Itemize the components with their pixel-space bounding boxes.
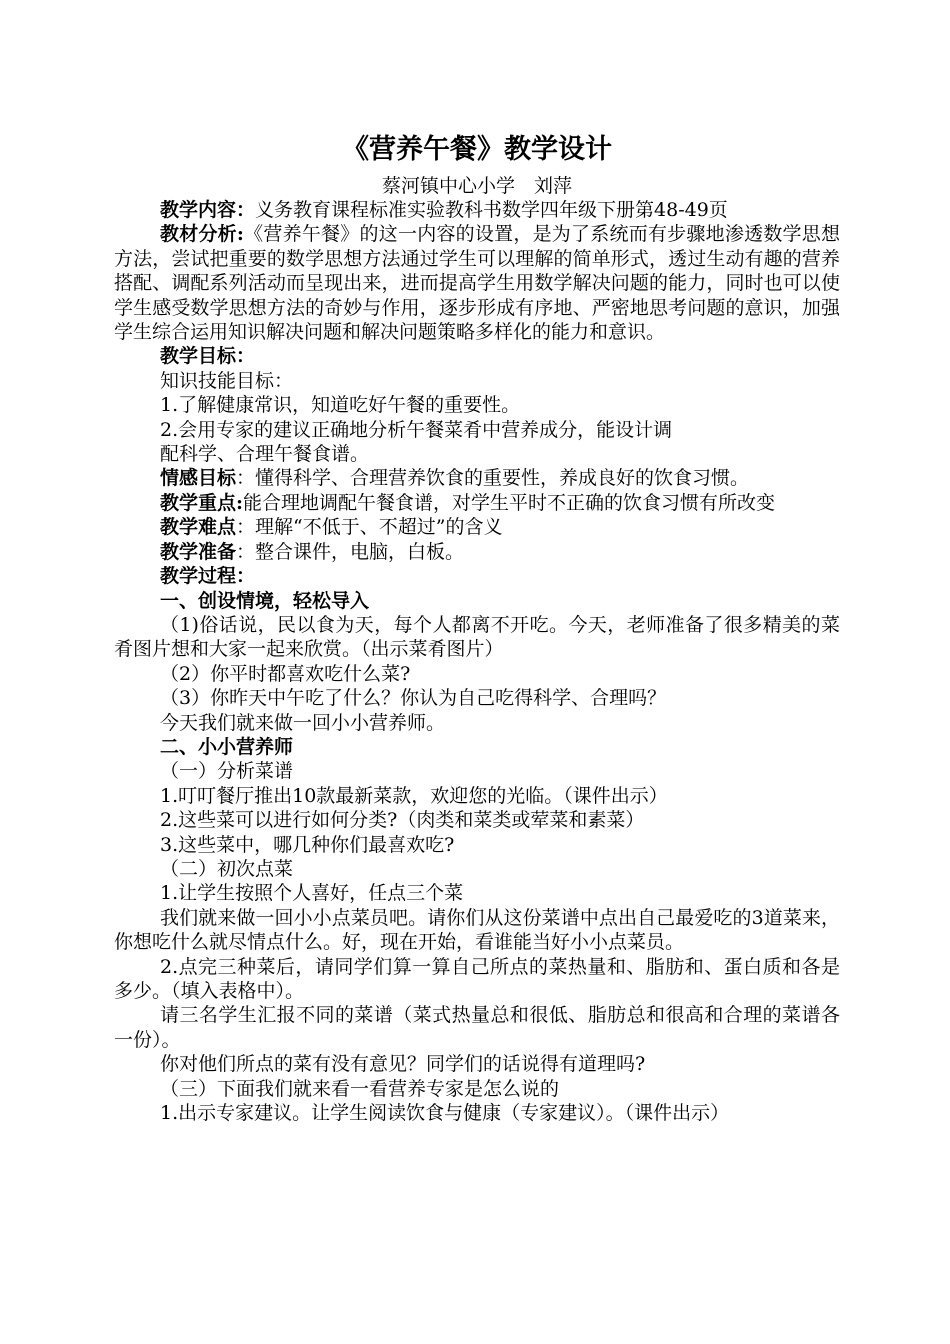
teaching-content-label: 教学内容： <box>160 199 256 221</box>
teaching-key-text: 能合理地调配午餐食谱，对学生平时不正确的饮食习惯有所改变 <box>243 491 776 514</box>
emotion-goal-text: ：懂得科学、合理营养饮食的重要性，养成良好的饮食习惯。 <box>236 467 750 490</box>
goal-item-2a: 2.会用专家的建议正确地分析午餐菜肴中营养成分，能设计调 <box>160 418 673 441</box>
teaching-difficulty <box>114 515 840 539</box>
section-2-line-4: 1.让学生按照个人喜好，任点三个菜 <box>160 882 464 905</box>
goals-label: 教学目标： <box>160 345 256 368</box>
material-analysis-label: 教材分析: <box>160 223 244 246</box>
document-title: 《营养午餐》教学设计 <box>342 134 612 165</box>
section-1-paragraph-1: （1)俗话说，民以食为天，每个人都离不开吃。今天，老师准备了很多精美的菜肴图片想和大家一起来欣赏。（出示菜肴图片） <box>114 613 840 661</box>
teaching-prep <box>114 540 840 564</box>
section-1-heading: 一、创设情境，轻松导入 <box>160 589 370 612</box>
section-2-line-6: 2.点完三种菜后，请同学们算一算自己所点的菜热量和、脂肪和、蛋白质和各是多少。（填入表格中）。 <box>114 955 840 1002</box>
section-2-line-3: 3.这些菜中，哪几种你们最喜欢吃? <box>160 833 455 856</box>
section-1-paragraph-4: 今天我们就来做一回小小营养师。 <box>160 711 446 734</box>
author-line: 蔡河镇中心小学 刘萍 <box>381 175 572 197</box>
subsection-expert-advice: （三）下面我们就来看一看营养专家是怎么说的 <box>160 1077 560 1100</box>
teaching-prep-text: ：整合课件，电脑，白板。 <box>236 540 465 563</box>
material-analysis <box>114 222 840 344</box>
knowledge-goal-title: 知识技能目标： <box>160 369 294 392</box>
subsection-first-order: （二）初次点菜 <box>160 857 294 880</box>
emotion-goal-label: 情感目标 <box>160 467 237 490</box>
section-2-line-8: 你对他们所点的菜有没有意见？同学们的话说得有道理吗? <box>160 1053 646 1076</box>
section-2-line-9: 1.出示专家建议。让学生阅读饮食与健康（专家建议）。（课件出示） <box>160 1102 730 1125</box>
teaching-difficulty-text: ：理解“不低于、不超过”的含义 <box>236 516 503 539</box>
section-2-line-1: 1.叮叮餐厅推出10款最新菜款，欢迎您的光临。（课件出示） <box>160 784 668 807</box>
section-2-line-5: 我们就来做一回小小点菜员吧。请你们从这份菜谱中点出自己最爱吃的3道菜来，你想吃什么就尽情点什么。好，现在开始，看谁能当好小小点菜员。 <box>114 906 840 954</box>
section-1-paragraph-3: （3）你昨天中午吃了什么？你认为自己吃得科学、合理吗？ <box>160 687 667 710</box>
document-page <box>114 130 840 1125</box>
section-2-line-7: 请三名学生汇报不同的菜谱（菜式热量总和很低、脂肪总和很高和合理的菜谱各一份）。 <box>114 1004 840 1051</box>
section-2-heading: 二、小小营养师 <box>160 735 294 758</box>
process-label: 教学过程： <box>160 565 256 588</box>
teaching-key <box>114 491 840 515</box>
teaching-key-label: 教学重点: <box>160 491 244 514</box>
teaching-content-text: 义务教育课程标准实验教科书数学四年级下册第48-49页 <box>255 199 728 221</box>
goal-item-2b: 配科学、合理午餐食谱。 <box>160 443 370 466</box>
teaching-content <box>114 198 840 222</box>
subsection-analyze-menu: （一）分析菜谱 <box>160 760 294 783</box>
goal-item-1: 1.了解健康常识，知道吃好午餐的重要性。 <box>160 394 521 417</box>
section-2-line-2: 2.这些菜可以进行如何分类?（肉类和菜类或荤菜和素菜） <box>160 809 645 832</box>
teaching-prep-label: 教学准备 <box>160 540 237 563</box>
teaching-difficulty-label: 教学难点 <box>160 516 237 539</box>
emotion-goal <box>114 466 840 490</box>
material-analysis-text: 《营养午餐》的这一内容的设置，是为了系统而有步骤地渗透数学思想方法，尝试把重要的数学思想方法通过学生可以理解的简单形式，透过生动有趣的营养搭配、调配系列活动而呈现出来，进而提高学生用数学解决问题的能力，同时也可以使学生感受数学思想方法的奇妙与作用，逐步形成有序地、严密地思考问题的意识，加强学生综合运用知识解决问题和解决问题策略多样化的能力和意识。 <box>114 223 840 344</box>
section-1-paragraph-2: （2）你平时都喜欢吃什么菜? <box>160 662 411 685</box>
